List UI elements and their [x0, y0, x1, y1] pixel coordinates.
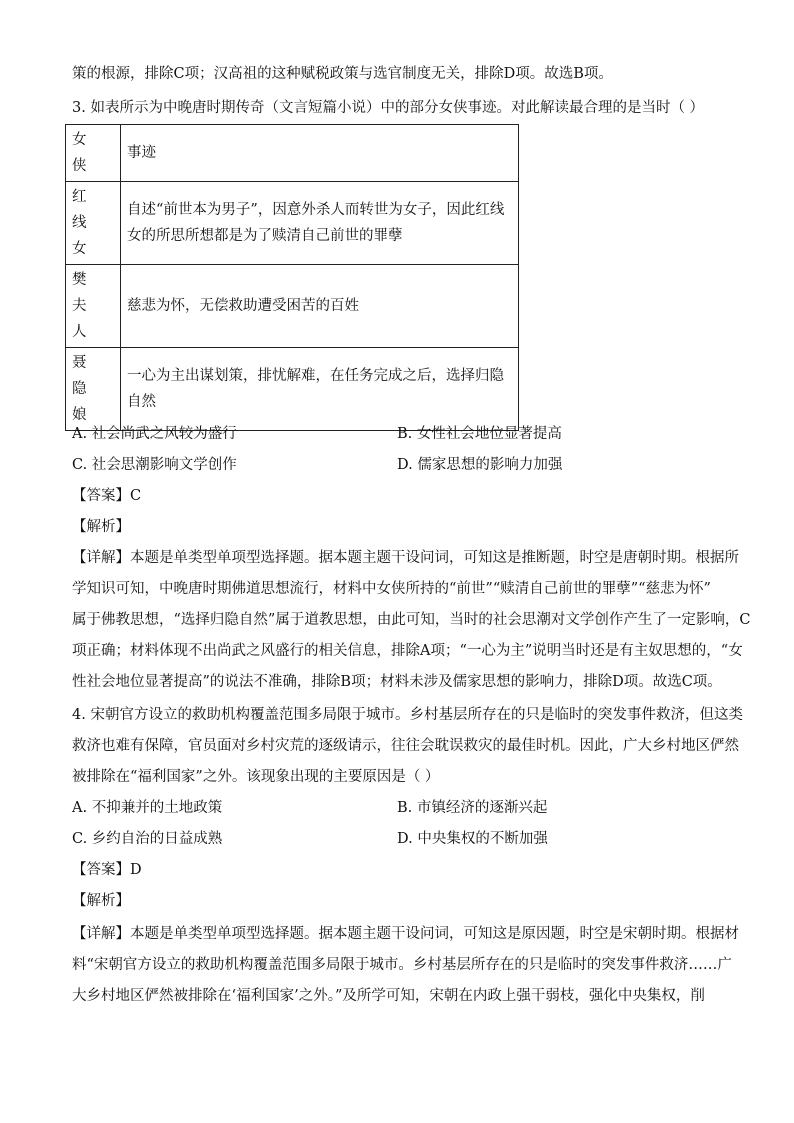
- q4-answer: 【答案】D: [72, 862, 142, 878]
- table-header-heroine: 女侠: [66, 125, 121, 182]
- heroine-name: 聂隐娘: [66, 348, 121, 431]
- q4-analysis-line: 【详解】本题是单类型单项型选择题。据本题主题干设问词，可知这是原因题，时空是宋朝时期。根据材: [72, 926, 739, 942]
- table-row: [66, 348, 519, 431]
- heroine-deed: 自述“前世本为男子”，因意外杀人而转世为女子，因此红线女的所思所想都是为了赎清自己前世的罪孽: [121, 182, 519, 265]
- q4-analysis-line: 大乡村地区俨然被排除在‘福利国家’之外。”及所学可知，宋朝在内政上强干弱枝，强化中央集权，削: [72, 988, 705, 1004]
- q4-analysis-label: 【解析】: [72, 893, 130, 909]
- heroine-name: 樊夫人: [66, 265, 121, 348]
- q3-option-b: B. 女性社会地位显著提高: [397, 426, 562, 442]
- q4-option-c: C. 乡约自治的日益成熟: [72, 831, 223, 847]
- q3-analysis-line: 属于佛教思想，“选择归隐自然”属于道教思想，由此可知，当时的社会思潮对文学创作产生了一定影响，C: [72, 612, 751, 628]
- heroine-table: [65, 124, 519, 431]
- heroine-deed: 慈悲为怀，无偿救助遭受困苦的百姓: [121, 265, 519, 348]
- q4-option-b: B. 市镇经济的逐渐兴起: [397, 800, 548, 816]
- heroine-name: 红线女: [66, 182, 121, 265]
- heroine-deed: 一心为主出谋划策，排忧解难，在任务完成之后，选择归隐自然: [121, 348, 519, 431]
- q4-option-a: A. 不抑兼并的土地政策: [72, 800, 223, 816]
- q3-analysis-line: 性社会地位显著提高”的说法不准确，排除B项；材料未涉及儒家思想的影响力，排除D项。故选C项。: [72, 674, 722, 690]
- q4-stem-line: 救济也难有保障，官员面对乡村灾荒的逐级请示，往往会耽误救灾的最佳时机。因此，广大乡村地区俨然: [72, 738, 739, 754]
- q4-option-d: D. 中央集权的不断加强: [397, 831, 548, 847]
- q3-answer: 【答案】C: [72, 488, 142, 504]
- q3-option-a: A. 社会尚武之风较为盛行: [72, 426, 237, 442]
- table-row: [66, 182, 519, 265]
- q3-analysis-line: 【详解】本题是单类型单项型选择题。据本题主题干设问词，可知这是推断题，时空是唐朝时期。根据所: [72, 550, 739, 566]
- q4-stem-line: 被排除在“福利国家”之外。该现象出现的主要原因是（ ）: [72, 769, 440, 785]
- intro-line: 策的根源，排除C项；汉高祖的这种赋税政策与选官制度无关，排除D项。故选B项。: [72, 66, 613, 82]
- q4-stem-line: 4. 宋朝官方设立的救助机构覆盖范围多局限于城市。乡村基层所存在的只是临时的突发事件救济，但这类: [72, 707, 743, 723]
- q3-analysis-line: 项正确；材料体现不出尚武之风盛行的相关信息，排除A项；“一心为主”说明当时还是有主奴思想的，“女: [72, 643, 743, 659]
- q3-analysis-line: 学知识可知，中晚唐时期佛道思想流行，材料中女侠所持的“前世”“赎清自己前世的罪孽”“慈悲为怀”: [72, 581, 711, 597]
- q3-option-d: D. 儒家思想的影响力加强: [397, 457, 563, 473]
- q3-stem: 3. 如表所示为中晚唐时期传奇（文言短篇小说）中的部分女侠事迹。对此解读最合理的是当时（ ）: [72, 100, 705, 116]
- q4-analysis-line: 料“宋朝官方设立的救助机构覆盖范围多局限于城市。乡村基层所存在的只是临时的突发事件救济……广: [72, 957, 732, 973]
- q3-option-c: C. 社会思潮影响文学创作: [72, 457, 237, 473]
- q3-analysis-label: 【解析】: [72, 519, 130, 535]
- table-header-row: [66, 125, 519, 182]
- table-row: [66, 265, 519, 348]
- table-header-deeds: 事迹: [121, 125, 519, 182]
